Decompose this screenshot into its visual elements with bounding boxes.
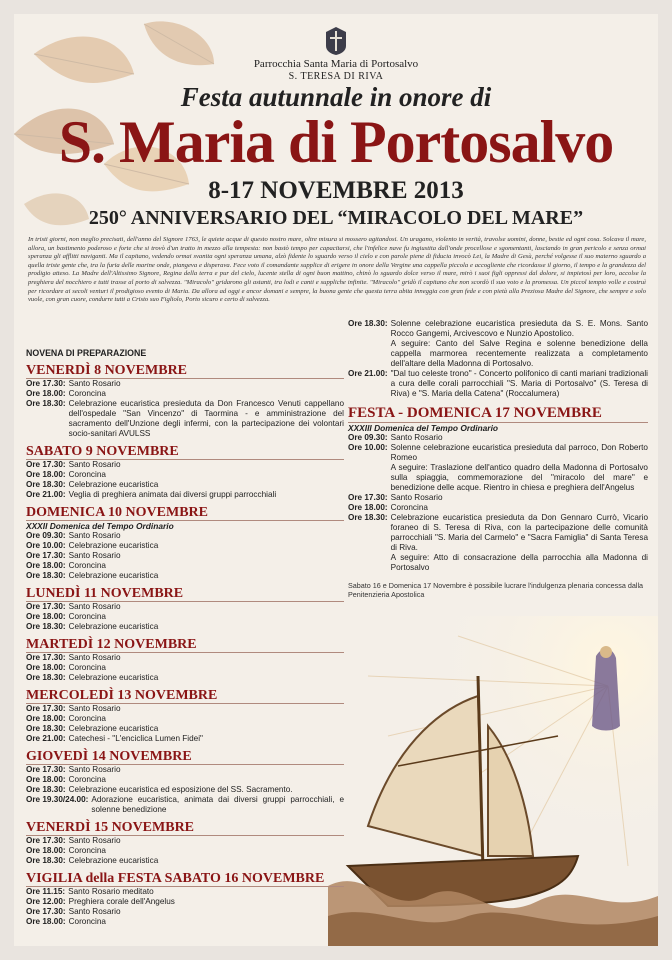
event-description [69, 561, 344, 571]
event-description [69, 460, 344, 470]
schedule-event [26, 541, 344, 551]
festa-heading: FESTA - DOMENICA 17 NOVEMBRE [348, 405, 648, 423]
event-text: Santo Rosario [390, 433, 443, 442]
event-text: Catechesi - "L'enciclica Lumen Fidei" [68, 734, 203, 743]
event-time: Ore 18.00: [348, 503, 388, 512]
event-text: Coroncina [68, 846, 106, 855]
novena-column [26, 348, 344, 927]
event-description [69, 765, 344, 775]
event-time: Ore 17.30: [26, 653, 66, 662]
event-description [69, 917, 344, 927]
event-time: Ore 12.00: [26, 897, 66, 906]
schedule-event [26, 602, 344, 612]
event-time: Ore 17.30: [26, 836, 66, 845]
event-text: Coroncina [68, 561, 106, 570]
event-dates: 8-17 NOVEMBRE 2013 [208, 177, 464, 204]
event-time: Ore 18.30: [26, 856, 66, 865]
event-time: Ore 17.30: [26, 907, 66, 916]
event-description [69, 907, 344, 917]
event-text: Solenne celebrazione eucaristica presieduta dal parroco, Don Roberto Romeo [390, 443, 648, 462]
parish-name: Parrocchia Santa Maria di Portosalvo [253, 58, 419, 70]
event-description [69, 704, 344, 714]
schedule-event [26, 856, 344, 866]
event-text: Coroncina [68, 470, 106, 479]
event-note: A seguire: Traslazione dell'antico quadro della Madonna di Portosalvo sulla spiaggia, commemorazione del "miracolo del mare" e benedizione delle acque. Rientro in chiesa e preghiera dell'Angelus [390, 463, 648, 492]
schedule-event [348, 319, 648, 369]
day-heading: VENERDÌ 8 NOVEMBRE [26, 363, 344, 379]
event-description [69, 490, 344, 500]
event-text: Coroncina [68, 917, 106, 926]
anniversary-line: 250° ANNIVERSARIO DEL “MIRACOLO DEL MARE” [88, 207, 584, 229]
event-description [69, 379, 344, 389]
event-time: Ore 21.00: [26, 734, 66, 743]
church-crest-icon [323, 26, 349, 56]
schedule-event [26, 460, 344, 470]
event-time: Ore 19.30/24.00: [26, 795, 89, 804]
event-time: Ore 18.30: [348, 319, 388, 328]
event-time: Ore 18.30: [26, 571, 66, 580]
schedule-event [26, 714, 344, 724]
event-text: Solenne celebrazione eucaristica presieduta da S. E. Mons. Santo Rocco Gangemi, Arcivescovo e Nunzio Apostolico. [390, 319, 648, 338]
festa-subtitle: XXXIII Domenica del Tempo Ordinario [348, 423, 499, 433]
schedule-event [26, 775, 344, 785]
city-name: S. TERESA DI RIVA [288, 71, 384, 82]
event-description [69, 836, 344, 846]
event-time: Ore 17.30: [26, 704, 66, 713]
event-description [391, 369, 648, 399]
event-description [69, 734, 344, 744]
event-time: Ore 18.00: [26, 775, 66, 784]
schedule-event [26, 673, 344, 683]
event-text: Santo Rosario [68, 379, 121, 388]
event-description [69, 785, 344, 795]
event-text: Santo Rosario [68, 531, 121, 540]
event-text: Celebrazione eucaristica presieduta da Don Gennaro Currò, Vicario foraneo di S. Teresa di Riva, con la partecipazione delle comunità parrocchiali "S. Maria del Carmelo" e "Sacra Famiglia" di Santa Teresa di Riva. [390, 513, 648, 552]
event-description [69, 897, 344, 907]
event-text: Coroncina [68, 775, 106, 784]
event-text: Adorazione eucaristica, animata dai diversi gruppi parrocchiali, e solenne benedizione [91, 795, 344, 814]
event-description [391, 493, 648, 503]
event-time: Ore 17.30: [26, 379, 66, 388]
event-time: Ore 10.00: [348, 443, 388, 452]
event-time: Ore 11.15: [26, 887, 66, 896]
schedule-event [26, 622, 344, 632]
schedule-event [26, 389, 344, 399]
day-heading: MERCOLEDÌ 13 NOVEMBRE [26, 688, 344, 704]
schedule-event [26, 704, 344, 714]
event-text: Santo Rosario [68, 765, 121, 774]
event-text: Coroncina [68, 612, 106, 621]
event-description [69, 714, 344, 724]
schedule-event [26, 734, 344, 744]
event-note: A seguire: Atto di consacrazione della parrocchia alla Madonna di Portosalvo [390, 553, 648, 572]
event-description [69, 856, 344, 866]
event-time: Ore 18.30: [26, 399, 66, 408]
schedule-event [348, 493, 648, 503]
day-heading: SABATO 9 NOVEMBRE [26, 444, 344, 460]
event-text: Coroncina [68, 714, 106, 723]
ship-storm-icon [328, 616, 658, 946]
schedule-event [26, 795, 344, 815]
schedule-event [348, 433, 648, 443]
schedule-event [348, 513, 648, 573]
day-heading: GIOVEDÌ 14 NOVEMBRE [26, 749, 344, 765]
schedule-event [26, 470, 344, 480]
event-text: Celebrazione eucaristica [68, 673, 159, 682]
event-text: Celebrazione eucaristica [68, 856, 159, 865]
schedule-event [26, 663, 344, 673]
event-description [69, 775, 344, 785]
event-description [391, 319, 648, 369]
event-time: Ore 21.00: [26, 490, 66, 499]
event-time: Ore 10.00: [26, 541, 66, 550]
event-description [91, 795, 344, 815]
schedule-event [26, 561, 344, 571]
event-description [69, 724, 344, 734]
schedule-event [26, 836, 344, 846]
schedule-event [26, 480, 344, 490]
event-note: A seguire: Canto del Salve Regina e solenne benedizione della cappella marmorea recentemente realizzata a completamento dell'altare della Madonna di Portosalvo. [390, 339, 648, 368]
event-text: Santo Rosario [68, 602, 121, 611]
event-text: Santo Rosario meditato [68, 887, 154, 896]
day-heading: VIGILIA della FESTA SABATO 16 NOVEMBRE [26, 871, 344, 887]
event-time: Ore 09.30: [26, 531, 66, 540]
schedule-event [26, 724, 344, 734]
schedule-event [26, 490, 344, 500]
event-text: Preghiera corale dell'Angelus [68, 897, 175, 906]
event-description [69, 389, 344, 399]
event-time: Ore 18.30: [26, 622, 66, 631]
event-time: Ore 18.00: [26, 714, 66, 723]
event-text: Santo Rosario [68, 836, 121, 845]
event-subtitle: Festa autunnale in onore di [180, 82, 492, 112]
event-text: Veglia di preghiera animata dai diversi gruppi parrocchiali [68, 490, 277, 499]
schedule-event [26, 846, 344, 856]
event-time: Ore 17.30: [26, 460, 66, 469]
event-text: Coroncina [390, 503, 428, 512]
event-description [69, 571, 344, 581]
schedule-event [26, 897, 344, 907]
event-text: Coroncina [68, 389, 106, 398]
festa-column [348, 319, 648, 599]
page-title: S. Maria di Portosalvo [58, 109, 614, 175]
day-subtitle: XXXII Domenica del Tempo Ordinario [26, 521, 174, 531]
schedule-event [26, 571, 344, 581]
schedule-event [26, 765, 344, 775]
event-time: Ore 18.00: [26, 561, 66, 570]
event-text: Santo Rosario [68, 653, 121, 662]
event-time: Ore 18.30: [26, 673, 66, 682]
event-description [69, 399, 344, 439]
event-text: Celebrazione eucaristica ed esposizione del SS. Sacramento. [68, 785, 293, 794]
event-time: Ore 18.30: [26, 480, 66, 489]
schedule-event [26, 399, 344, 439]
event-time: Ore 18.00: [26, 917, 66, 926]
event-description [391, 443, 648, 493]
event-description [69, 602, 344, 612]
novena-title: NOVENA DI PREPARAZIONE [26, 348, 147, 358]
schedule-event [26, 785, 344, 795]
event-text: "Dal tuo celeste trono" - Concerto polifonico di canti mariani tradizionali a cura delle corali parrocchiali "S. Maria di Portosalvo" (S. Teresa di Riva) e "S. Maria della Catena" (Roccalumera) [390, 369, 648, 398]
event-time: Ore 17.30: [26, 602, 66, 611]
schedule-event [26, 917, 344, 927]
event-description [69, 612, 344, 622]
event-description [69, 663, 344, 673]
event-description [68, 887, 344, 897]
event-text: Celebrazione eucaristica [68, 622, 159, 631]
event-description [69, 480, 344, 490]
event-text: Celebrazione eucaristica [68, 571, 159, 580]
event-description [69, 846, 344, 856]
schedule-event [26, 612, 344, 622]
event-time: Ore 18.00: [26, 612, 66, 621]
day-heading: MARTEDÌ 12 NOVEMBRE [26, 637, 344, 653]
event-description [69, 551, 344, 561]
schedule-event [26, 551, 344, 561]
event-text: Santo Rosario [68, 907, 121, 916]
event-text: Celebrazione eucaristica [68, 480, 159, 489]
event-text: Santo Rosario [390, 493, 443, 502]
schedule-event [348, 503, 648, 513]
event-time: Ore 18.30: [26, 785, 66, 794]
event-time: Ore 18.30: [26, 724, 66, 733]
day-heading: DOMENICA 10 NOVEMBRE [26, 505, 344, 521]
poster [14, 14, 658, 946]
event-time: Ore 18.00: [26, 846, 66, 855]
day-heading: VENERDÌ 15 NOVEMBRE [26, 820, 344, 836]
schedule-event [26, 653, 344, 663]
event-time: Ore 17.30: [348, 493, 388, 502]
event-text: Santo Rosario [68, 460, 121, 469]
event-text: Celebrazione eucaristica presieduta da Don Francesco Venuti cappellano dell'ospedale "San Vincenzo" di Taormina - e amministrazione del sacramento dell'Unzione degli infermi, con la partecipazione dei volontari socio-sanitari AVULSS [68, 399, 344, 438]
event-text: Santo Rosario [68, 704, 121, 713]
event-time: Ore 21.00: [348, 369, 388, 378]
event-text: Coroncina [68, 663, 106, 672]
schedule-event [348, 369, 648, 399]
event-description [69, 470, 344, 480]
event-time: Ore 09.30: [348, 433, 388, 442]
event-description [69, 622, 344, 632]
schedule-event [26, 907, 344, 917]
event-time: Ore 18.00: [26, 389, 66, 398]
day-heading: LUNEDÌ 11 NOVEMBRE [26, 586, 344, 602]
indulgence-note: Sabato 16 e Domenica 17 Novembre è possibile lucrare l'indulgenza plenaria concessa dalla Penitenzieria Apostolica [348, 581, 644, 599]
event-time: Ore 18.00: [26, 470, 66, 479]
event-time: Ore 17.30: [26, 765, 66, 774]
event-description [391, 503, 648, 513]
event-description [391, 513, 648, 573]
event-time: Ore 18.30: [348, 513, 388, 522]
event-description [69, 531, 344, 541]
schedule-event [26, 379, 344, 389]
event-time: Ore 18.00: [26, 663, 66, 672]
event-text: Celebrazione eucaristica [68, 724, 159, 733]
schedule-event [26, 887, 344, 897]
schedule-event [348, 443, 648, 493]
event-description [69, 541, 344, 551]
event-text: Celebrazione eucaristica [68, 541, 159, 550]
intro-text: In tristi giorni, non meglio precisati, dell'anno del Signore 1763, le quiete acque di questo nostro mare, oltre misura si mossero agitandosi. Un uragano, violento in verità, travolse uomini, donne, bestie ed ogni cosa. Solcava il mare, allora, un bastimento poderoso e forte che si trovò d'un tratto in mezzo alla tempesta: non bastò tempo per capacitarsi, che l'infelice nave fu ingiustita dall'onde procellose e sgomentanti, lasciando in gran pericolo e senza ormai speranza gli afflitti naviganti. Ma il capitano, vedendo ormai svanita ogni speranza umana, alzò fidente lo sguardo verso il cielo e con parole piene di fiducia invocò Lei, la Madre di Gesù, perché volgesse il suo materno sguardo a quella triste gente che, tra la furia delle marine onde, piangeva e disperava. Fece voto il comandante supplice di erigere in onore della Vergine una cappella piccola e accogliente che ricordasse il giorno, il tempo e la grandezza del prodigio atteso. La Madre dell'Altissimo Signore, Regina della terra e pur del cielo, lucente stella di ogni buon mattino, chinò lo sguardo dolce verso il mare, mirò i suoi figli oppressi dal dolore, si impietosì per loro, accolse la preghiera del nocchiero e tutti trasse al porto di salvezza. "Miracolo" gridarono gli astanti, tra lodi e canti e suppliche infinite. "Miracolo" gridò il capitano che non scordò il suo voto e la promessa. Un piccol tempio volle e costruì per ricordare ai secoli venturi il prodigioso evento di Maria. Da allora ad oggi e ancor domani e sempre, la buona gente che questa terra abita inneggia con gran fede e con pietà alla Preziosa Madre del Signore, che sempre e solo vuole, con gran cuore, condurre tutti a Cristo suo Figliolo, Porto sicuro e certo di salvezza. [28, 236, 646, 304]
schedule-event [26, 531, 344, 541]
event-description [69, 673, 344, 683]
event-description [69, 653, 344, 663]
event-time: Ore 17.30: [26, 551, 66, 560]
event-description [391, 433, 648, 443]
event-text: Santo Rosario [68, 551, 121, 560]
